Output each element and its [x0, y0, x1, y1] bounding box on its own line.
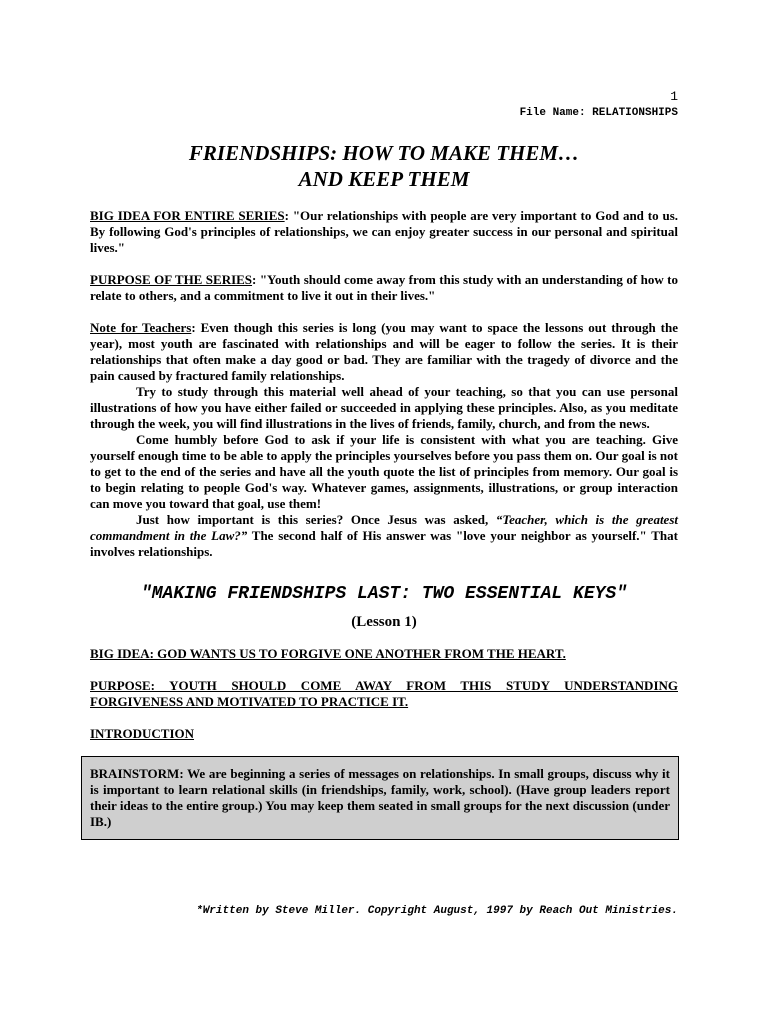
file-name: File Name: RELATIONSHIPS [519, 107, 678, 119]
purpose-series [90, 272, 678, 304]
note-paragraph-4 [90, 512, 678, 560]
note-paragraph-2: Try to study through this material well ahead of your teaching, so that you can use personal illustrations of how you have either failed or succeeded in applying these principles. Also, as you meditate through the week, you will find illustrations in the lives of friends, family, church, and from the news. [90, 384, 678, 431]
introduction-heading: INTRODUCTION [90, 726, 195, 741]
page-number: 1 [670, 89, 678, 104]
note-for-teachers [90, 320, 678, 384]
lesson-title: "MAKING FRIENDSHIPS LAST: TWO ESSENTIAL KEYS" [140, 584, 628, 604]
title-line-2: AND KEEP THEM [298, 167, 470, 191]
big-idea-series-label: BIG IDEA FOR ENTIRE SERIES [90, 208, 285, 223]
note-p4-quote: “Teacher, which is the greatest commandment in the Law?” [90, 512, 679, 543]
big-idea-series [90, 208, 678, 256]
note-label: Note for Teachers [90, 320, 192, 335]
lesson-subtitle: (Lesson 1) [351, 614, 417, 630]
purpose-series-label: PURPOSE OF THE SERIES [90, 272, 253, 287]
big-idea: BIG IDEA: GOD WANTS US TO FORGIVE ONE ANOTHER FROM THE HEART. [90, 646, 566, 661]
brainstorm-box: BRAINSTORM: We are beginning a series of messages on relationships. In small groups, discuss why it is important to learn relational skills (in friendships, family, work, school). (Have group leaders report their ideas to the entire group.) You may keep them seated in small groups for the next discussion (under IB.) [81, 756, 679, 840]
note-paragraph-3: Come humbly before God to ask if your life is consistent with what you are teaching. Give yourself enough time to be able to apply the principles yourselves before you pass them on. Our goal is not to get to the end of the series and have all the youth quote the list of principles from memory. Our goal is to begin relating to people God's way. Whatever games, assignments, illustrations, or group interaction can move you toward that goal, use them! [90, 432, 678, 511]
footer-copyright: *Written by Steve Miller. Copyright August, 1997 by Reach Out Ministries. [196, 905, 678, 917]
document-page [90, 90, 678, 840]
document-title [90, 140, 678, 192]
title-line-1: FRIENDSHIPS: HOW TO MAKE THEM… [188, 141, 580, 165]
purpose: PURPOSE: YOUTH SHOULD COME AWAY FROM THIS STUDY UNDERSTANDING FORGIVENESS AND MOTIVATED TO PRACTICE IT. [90, 678, 678, 709]
purpose-series-text: : "Youth should come away from this study with an understanding of how to relate to others, and a commitment to live it out in their lives." [90, 272, 678, 303]
note-text: : Even though this series is long (you may want to space the lessons out through the year), most youth are fascinated with relationships and will be eager to follow the series. It is their relationships that often make a day good or bad. They are familiar with the tragedy of divorce and the pain caused by fractured family relationships. [90, 320, 679, 383]
big-idea-series-text: : "Our relationships with people are very important to God and to us. By following God's principles of relationships, we can enjoy greater success in our personal and spiritual lives." [90, 208, 679, 255]
note-p4-start: Just how important is this series? Once Jesus was asked, [136, 512, 496, 527]
note-p4-end: The second half of His answer was "love your neighbor as yourself." That involves relationships. [90, 528, 678, 559]
